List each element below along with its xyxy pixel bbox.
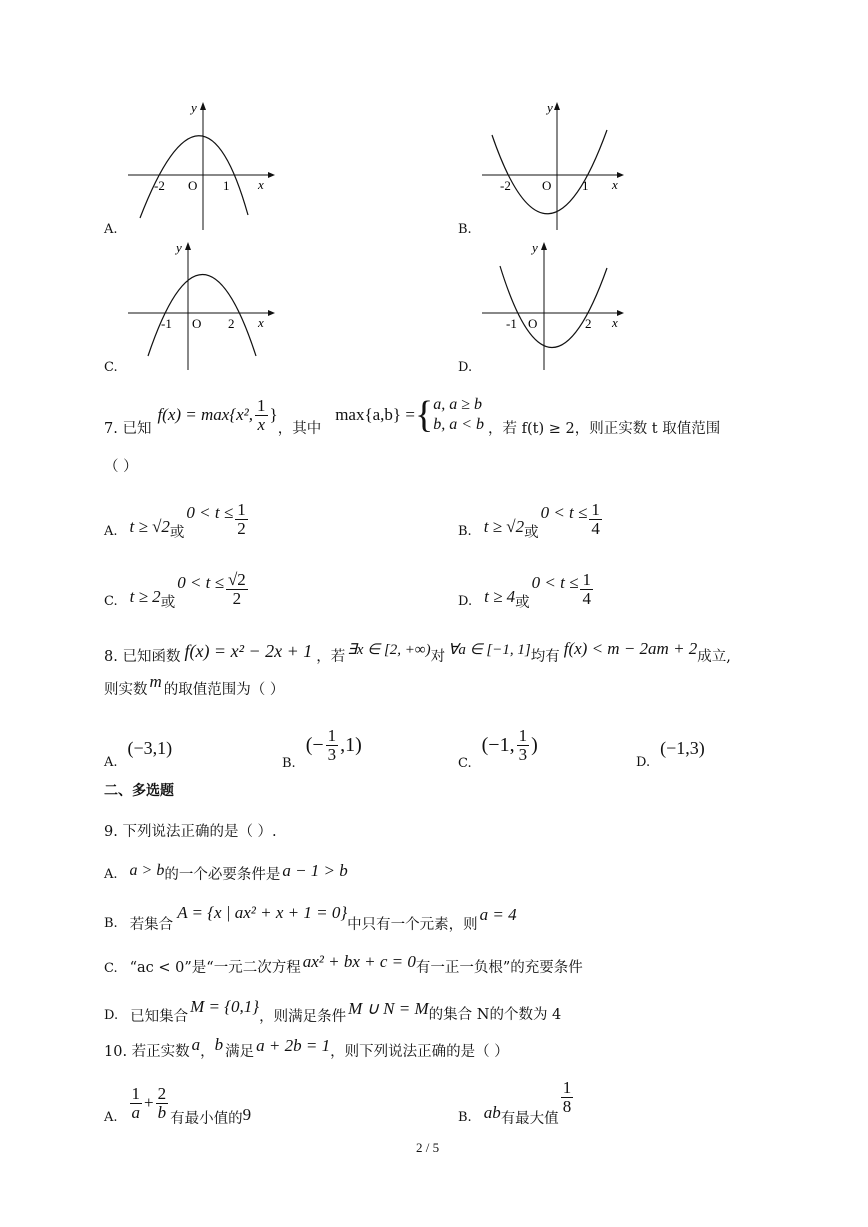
q9-option-c[interactable] — [104, 950, 583, 978]
q8-c-pre: (−1, — [481, 733, 515, 756]
q7-b-frac — [589, 501, 602, 538]
q7-brace: { — [414, 394, 434, 436]
graph-b-origin: O — [542, 178, 552, 193]
q7-c-part2: 0 < t ≤ — [177, 573, 224, 592]
q10-tail: ，则下列说法正确的是（ ） — [330, 1043, 509, 1060]
q8-option-c[interactable] — [458, 715, 538, 775]
q8-b-post: ,1) — [340, 733, 362, 756]
q7-max-def: max{a,b} = — [335, 405, 415, 424]
q7-b-or: 或 — [524, 524, 539, 541]
section-title-multiple-choice: 二、多选题 — [104, 783, 174, 799]
graph-a-tick2: 1 — [223, 178, 230, 193]
graph-d-x: x — [612, 315, 618, 330]
q10-option-a[interactable] — [104, 1076, 251, 1130]
graph-c-tick2: 2 — [228, 316, 235, 331]
q7-a-den: 2 — [237, 518, 246, 538]
q7-paren: （ ） — [104, 459, 138, 475]
q10-b-num: 1 — [562, 1077, 572, 1097]
q7-a-label: A. — [104, 523, 118, 539]
q10-a-f2den: b — [157, 1102, 167, 1122]
q8-b-pre: (− — [305, 733, 324, 756]
graph-c-tick1: -1 — [161, 316, 172, 331]
graph-b-tick1: -2 — [500, 178, 511, 193]
q7-func-text: f(x) = max{x², — [157, 405, 254, 424]
q9-stem: 9. 下列说法正确的是（ ）. — [104, 824, 277, 840]
q7-a-part2: 0 < t ≤ — [186, 503, 234, 522]
q9-option-a[interactable] — [104, 858, 348, 884]
q7-a-frac — [235, 501, 248, 538]
graph-b-label[interactable]: B. — [458, 222, 472, 237]
graph-a-y: y — [191, 100, 197, 115]
q10-a-frac1 — [130, 1085, 143, 1122]
graph-c — [128, 238, 278, 382]
q9-a-text: 的一个必要条件是 — [164, 866, 281, 883]
q7-stem — [104, 390, 720, 440]
graph-d-label[interactable]: D. — [458, 360, 473, 375]
graph-c-label[interactable]: C. — [104, 360, 118, 375]
q7-d-part1: t ≥ 4 — [484, 587, 516, 606]
q10-a-plus: + — [144, 1093, 154, 1112]
q9-option-d[interactable] — [104, 994, 561, 1024]
q8-ineq: f(x) < m − 2am + 2 — [563, 639, 698, 658]
q8-a-label: A. — [104, 754, 118, 770]
q8-a-value: (−3,1) — [127, 737, 173, 758]
q10-a: a — [191, 1035, 201, 1054]
q7-a-num: 1 — [237, 499, 246, 519]
graph-c-y: y — [176, 240, 182, 255]
q8-d-label: D. — [636, 754, 651, 770]
q9-d-text2: ，则满足条件 — [259, 1008, 347, 1025]
q10-b: b — [214, 1035, 224, 1054]
q10-b-frac — [561, 1079, 574, 1116]
q8-b-frac — [326, 727, 339, 764]
q10-cond: a + 2b = 1 — [256, 1036, 331, 1055]
q7-tail: ，则正实数 t 取值范围 — [574, 420, 721, 437]
q7-option-a[interactable] — [104, 495, 250, 543]
q8-option-a[interactable] — [104, 725, 172, 775]
q8-b-num: 1 — [327, 725, 337, 745]
graph-b — [482, 100, 632, 244]
graph-c-x: x — [258, 315, 264, 330]
q9-c-text2: 有一正一负根”的充要条件 — [415, 959, 583, 976]
q7-b-num: 1 — [591, 499, 600, 519]
q8-exists: ∃x ∈ [2, +∞) — [347, 641, 431, 658]
q7-func-close: } — [269, 405, 278, 424]
q9-a-math1: a > b — [129, 862, 165, 879]
q9-option-b[interactable] — [104, 898, 517, 932]
q7-cases — [433, 395, 484, 435]
q7-option-d[interactable] — [458, 565, 595, 613]
q7-a-or: 或 — [169, 524, 185, 541]
q7-func — [157, 405, 253, 425]
q7-c-label: C. — [104, 593, 118, 609]
q8-b-label: B. — [282, 755, 296, 771]
q9-c-label: C. — [104, 960, 118, 976]
graph-d-y: y — [532, 240, 538, 255]
q8-c1: ，若 — [316, 648, 346, 665]
q9-b-text2: 中只有一个元素，则 — [347, 916, 478, 933]
q9-d-math2: M ∪ N = M — [348, 999, 429, 1018]
graph-a-label[interactable]: A. — [104, 222, 118, 237]
q10-b-den: 8 — [562, 1096, 572, 1116]
q10-b-math: ab — [483, 1103, 501, 1122]
q8-c-post: ) — [531, 733, 538, 756]
q8-c-num: 1 — [518, 725, 528, 745]
q7-c-num: √2 — [227, 569, 246, 589]
q10-a-f1den: a — [131, 1102, 141, 1122]
q7-c-or: 或 — [160, 594, 176, 611]
q10-sep: ， — [200, 1043, 215, 1060]
q9-d-text3: 的集合 N的个数为 4 — [428, 1006, 562, 1023]
q8-func: f(x) = x² − 2x + 1 — [184, 640, 313, 661]
q9-c-text1: “ac < 0”是“一元二次方程 — [129, 959, 301, 976]
q7-func-frac-num: 1 — [257, 395, 266, 415]
q7-d-part2: 0 < t ≤ — [531, 573, 579, 592]
q7-c-part1: t ≥ 2 — [129, 587, 161, 606]
q8-d-value: (−1,3) — [660, 737, 705, 758]
q8-line2a: 则实数 — [104, 681, 148, 698]
q10-prefix: 10. 若正实数 — [104, 1043, 190, 1060]
q7-case1: a, a ≥ b — [433, 396, 482, 413]
q8-c4: 成立, — [697, 648, 731, 665]
q10-a-frac2 — [156, 1085, 169, 1122]
q8-b-den: 3 — [327, 744, 337, 764]
q7-b-label: B. — [458, 523, 472, 539]
q8-c2: 对 — [430, 648, 446, 665]
q7-b-part1: t ≥ √2 — [483, 517, 525, 536]
q9-d-label: D. — [104, 1007, 119, 1023]
q10-option-b[interactable] — [458, 1076, 575, 1130]
graph-c-origin: O — [192, 316, 202, 331]
q7-option-b[interactable] — [458, 495, 604, 543]
graph-d — [482, 238, 632, 382]
q7-c-den: 2 — [232, 588, 242, 608]
q7-d-or: 或 — [515, 594, 530, 611]
q7-option-c[interactable] — [104, 565, 250, 613]
q8-line2b: 的取值范围为（ ） — [163, 681, 285, 698]
q9-c-math: ax² + bx + c = 0 — [302, 952, 416, 971]
q7-func-frac-den: x — [257, 414, 266, 434]
q8-prefix: 8. 已知函数 — [104, 648, 181, 665]
q8-option-d[interactable] — [636, 725, 705, 775]
graph-a-tick1: -2 — [154, 178, 165, 193]
q8-c-frac — [517, 727, 530, 764]
q7-d-label: D. — [458, 593, 473, 609]
q9-b-math2: a = 4 — [479, 905, 517, 924]
q7-cond: ，若 f(t) ≥ 2 — [487, 420, 575, 437]
graph-b-x: x — [612, 177, 618, 192]
q7-mid: ，其中 — [277, 420, 322, 437]
q8-c3: 均有 — [530, 648, 560, 665]
q10-a-val: 9 — [242, 1105, 252, 1124]
q8-forall: ∀a ∈ [−1, 1] — [448, 641, 531, 658]
q7-d-num: 1 — [582, 569, 591, 589]
graph-a-origin: O — [188, 178, 198, 193]
q9-a-label: A. — [104, 866, 118, 882]
graph-b-y: y — [547, 100, 553, 115]
q9-b-math1: A = {x | ax² + x + 1 = 0} — [177, 903, 348, 922]
q7-b-part2: 0 < t ≤ — [540, 503, 588, 522]
q7-c-frac — [226, 571, 248, 608]
q10-a-label: A. — [104, 1109, 118, 1125]
graph-a — [128, 100, 278, 244]
q9-a-math2: a − 1 > b — [282, 861, 348, 880]
graph-b-tick2: 1 — [582, 178, 589, 193]
page-number: 2 / 5 — [416, 1140, 440, 1155]
q10-mid: 满足 — [225, 1043, 255, 1060]
q10-a-text: 有最小值的 — [170, 1110, 243, 1127]
q8-m: m — [149, 672, 162, 691]
q9-b-text1: 若集合 — [129, 916, 174, 933]
graph-d-tick2: 2 — [585, 316, 592, 331]
q10-b-label: B. — [458, 1109, 472, 1125]
q10-stem — [104, 1034, 509, 1062]
q7-case2: b, a < b — [433, 416, 484, 433]
q10-a-f1num: 1 — [131, 1083, 141, 1103]
q8-stem — [104, 636, 731, 666]
q7-func-frac — [255, 397, 268, 434]
q7-prefix: 7. 已知 — [104, 420, 152, 437]
q10-b-text: 有最大值 — [500, 1110, 559, 1127]
q8-c-den: 3 — [518, 744, 528, 764]
q8-option-b[interactable] — [282, 715, 362, 775]
q10-a-f2num: 2 — [157, 1083, 167, 1103]
graph-d-origin: O — [528, 316, 538, 331]
graph-a-x: x — [258, 177, 264, 192]
q9-d-math1: M = {0,1} — [190, 997, 260, 1016]
q9-b-label: B. — [104, 915, 118, 931]
q7-d-den: 4 — [582, 588, 591, 608]
q7-a-part1: t ≥ √2 — [129, 517, 170, 536]
q7-d-frac — [580, 571, 593, 608]
q8-c-label: C. — [458, 755, 472, 771]
q7-b-den: 4 — [591, 518, 600, 538]
q8-line2 — [104, 670, 284, 698]
q9-d-text1: 已知集合 — [130, 1008, 189, 1025]
graph-d-tick1: -1 — [506, 316, 517, 331]
